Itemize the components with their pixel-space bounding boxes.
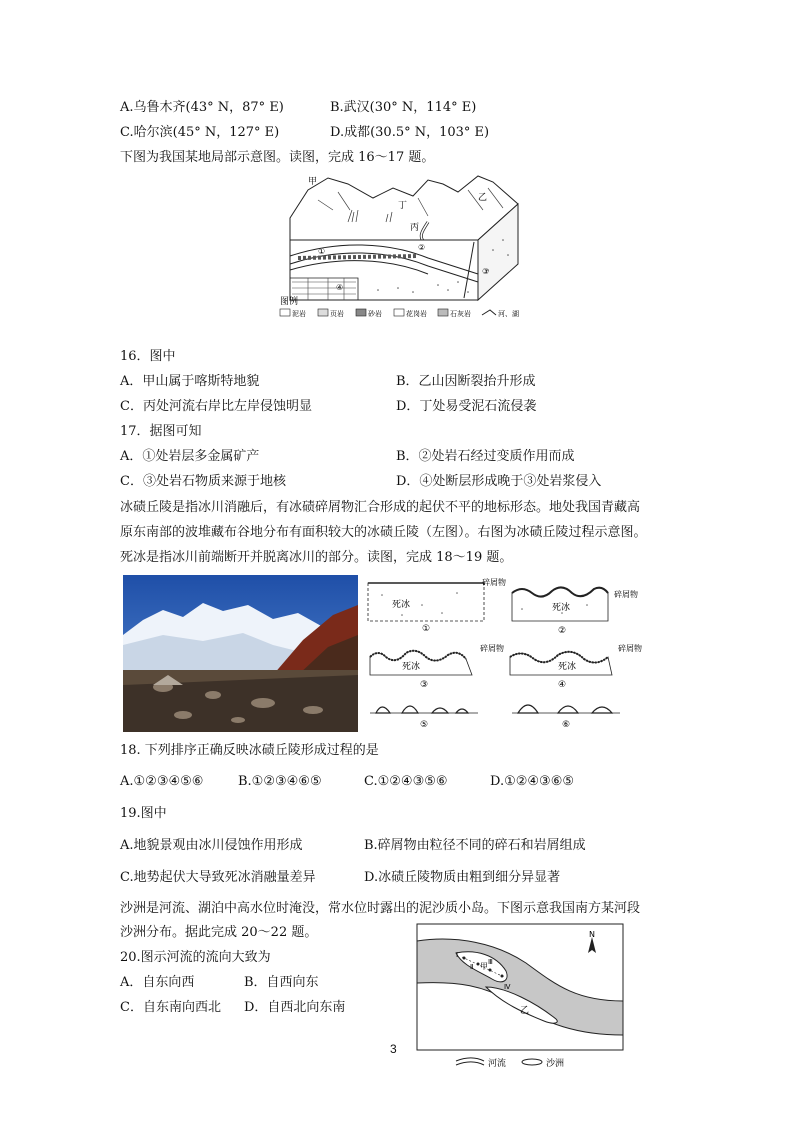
intro-16-17: 下图为我国某地局部示意图。读图，完成 16～17 题。 [120,150,435,165]
q17-option-a: A．①处岩层多金属矿产 [120,449,260,464]
label-yi: 乙 [478,193,488,203]
q15-option-a: A.乌鲁木齐(43° N，87° E) [120,100,284,115]
q17-option-d: D．④处断层形成晚于③处岩浆侵入 [396,474,602,489]
q15-option-d: D.成都(30.5° N，103° E) [330,125,490,140]
q15-option-b: B.武汉(30° N，114° E) [330,100,477,115]
panel-5-number: ⑤ [420,720,429,730]
legend-shale: 页岩 [330,310,344,318]
legend-sandbar: 沙洲 [546,1059,565,1069]
q18-option-c: C.①②④③⑤⑥ [364,774,448,789]
label-ding: 丁 [398,201,408,211]
q16-stem: 16．图中 [120,349,176,364]
q16-option-b: B．乙山因断裂抬升形成 [396,374,536,389]
river-sandbar-map [416,923,624,1073]
p3-debris: 碎屑物 [480,644,504,653]
intro-18-19-line3: 死冰是指冰川前端断开并脱离冰川的部分。读图，完成 18～19 题。 [120,550,513,565]
roman-3: Ⅲ [488,958,493,966]
q19-option-c: C.地势起伏大导致死冰消融量差异 [120,870,316,885]
roman-2: Ⅱ [470,963,474,971]
panel-3-number: ③ [420,680,429,690]
label-bing: 丙 [410,223,420,233]
legend-granite: 花岗岩 [406,310,427,318]
q16-option-c: C．丙处河流右岸比左岸侵蚀明显 [120,399,312,414]
q19-option-a: A.地貌景观由冰川侵蚀作用形成 [120,838,303,853]
p1-dead-ice: 死冰 [392,600,411,610]
legend-title: 图例 [280,297,299,307]
label-n4: ④ [336,283,344,292]
p2-dead-ice: 死冰 [552,603,571,613]
q17-stem: 17．据图可知 [120,424,202,439]
legend-mudstone: 泥岩 [292,310,306,318]
legend-river-lake: 河、湖 [498,310,519,318]
q18-stem: 18. 下列排序正确反映冰碛丘陵形成过程的是 [120,743,379,758]
q20-option-d: D．自西北向东南 [244,1000,346,1015]
legend-river: 河流 [488,1059,507,1069]
q19-option-d: D.冰碛丘陵物质由粗到细分异显著 [364,870,561,885]
q17-option-b: B．②处岩石经过变质作用而成 [396,449,575,464]
q20-option-b: B．自西向东 [244,975,319,990]
q18-option-b: B.①②③④⑥⑤ [238,774,322,789]
q18-option-d: D.①②④③⑥⑤ [490,774,575,789]
label-sandbar-yi: 乙 [520,1006,530,1016]
legend-sandstone: 砂岩 [368,310,382,318]
q18-option-a: A.①②③④⑤⑥ [120,774,204,789]
intro-18-19-line1: 冰碛丘陵是指冰川消融后，有冰碛碎屑物汇合形成的起伏不平的地标形态。地处我国青藏高 [120,500,641,515]
q20-option-c: C．自东南向西北 [120,1000,221,1015]
panel-1-number: ① [422,624,431,634]
label-n2: ② [418,243,426,252]
q15-option-c: C.哈尔滨(45° N，127° E) [120,125,280,140]
q17-option-c: C．③处岩石物质来源于地核 [120,474,286,489]
panel-6-number: ⑥ [562,720,571,730]
q20-stem: 20.图示河流的流向大致为 [120,950,271,965]
p2-debris: 碎屑物 [614,590,638,599]
glacier-moraine-photo [123,575,358,732]
intro-20-22-line2: 沙洲分布。据此完成 20～22 题。 [120,925,318,940]
q16-option-d: D．丁处易受泥石流侵袭 [396,399,537,414]
label-sandbar-jia: 甲 [480,962,488,971]
page-number: 3 [390,1042,397,1056]
roman-1: Ⅰ [456,951,459,959]
panel-2-number: ② [558,626,567,636]
p3-dead-ice: 死冰 [402,662,421,672]
label-jia: 甲 [308,177,318,187]
label-n1: ① [318,247,326,256]
intro-20-22-line1: 沙洲是河流、湖泊中高水位时淹没，常水位时露出的泥沙质小岛。下图示意我国南方某河段 [120,901,641,916]
label-n3: ③ [482,267,490,276]
p1-debris: 碎屑物 [482,578,506,587]
intro-18-19-line2: 原东南部的波堆藏布谷地分布有面积较大的冰碛丘陵（左图）。右图为冰碛丘陵过程示意图。 [120,525,647,540]
panel-4-number: ④ [558,680,567,690]
roman-4: Ⅳ [504,983,511,991]
moraine-formation-schematic [362,575,662,735]
north-label: N [589,930,595,939]
q20-option-a: A．自东向西 [120,975,195,990]
q16-option-a: A．甲山属于喀斯特地貌 [120,374,260,389]
q19-option-b: B.碎屑物由粒径不同的碎石和岩屑组成 [364,838,586,853]
p4-dead-ice: 死冰 [558,662,577,672]
q19-stem: 19.图中 [120,806,167,821]
p4-debris: 碎屑物 [618,644,642,653]
geologic-block-diagram [278,170,528,322]
legend-limestone: 石灰岩 [450,310,471,318]
